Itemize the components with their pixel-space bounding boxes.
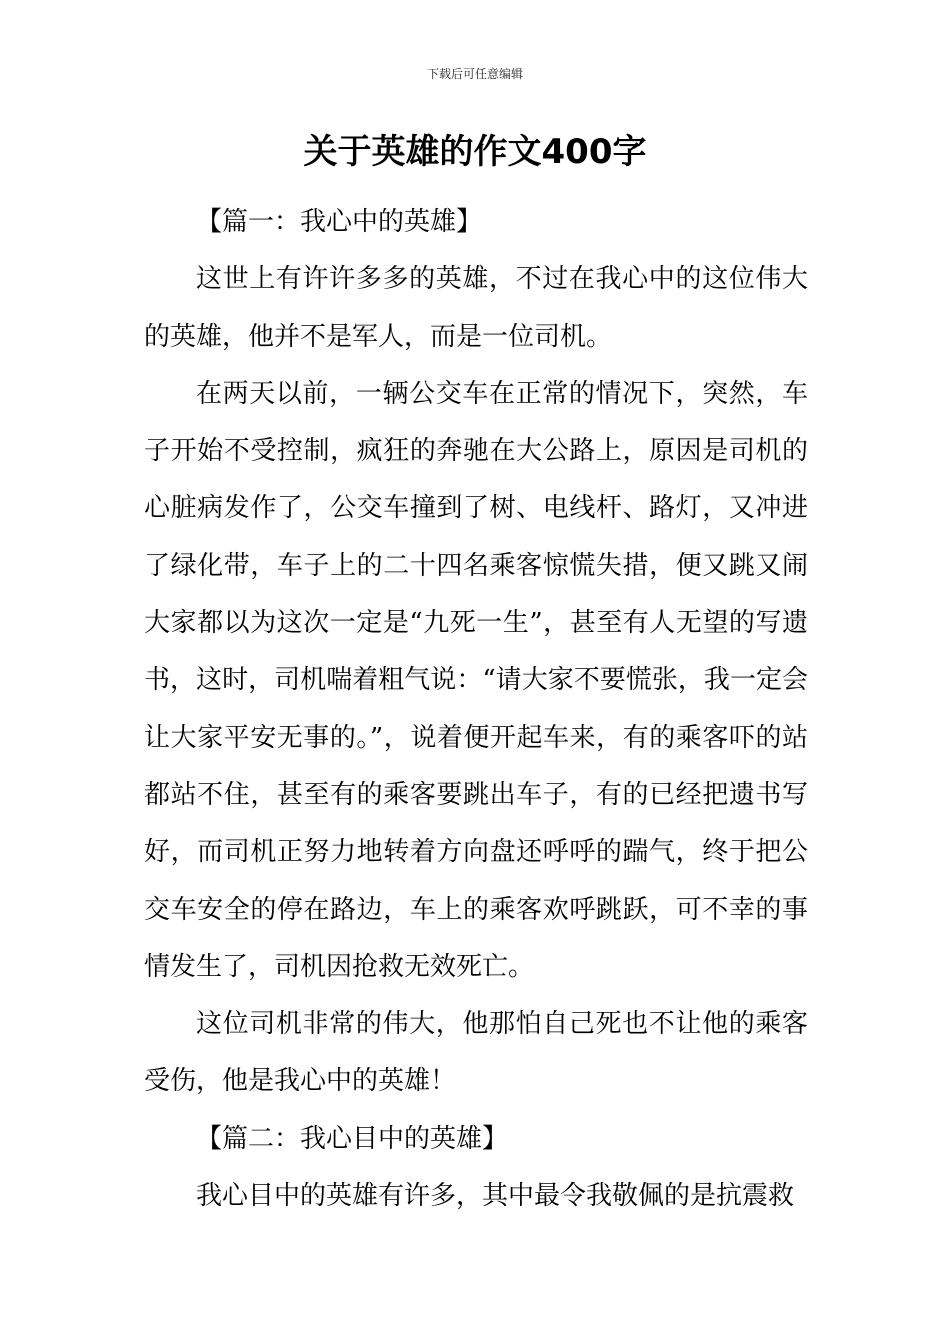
section-heading-2: 【篇二：我心目中的英雄】: [196, 1123, 509, 1154]
document-title: 关于英雄的作文400字: [303, 132, 647, 172]
paragraph: 我心目中的英雄有许多，其中最令我敬佩的是抗震救: [196, 1181, 795, 1212]
document-body: [144, 194, 808, 1225]
section-heading-1: 【篇一：我心中的英雄】: [196, 207, 483, 237]
paragraph: 在两天以前，一辆公交车在正常的情况下，突然，车子开始不受控制，疯狂的奔驰在大公路上，原因是司机的心脏病发作了，公交车撞到了树、电线杆、路灯，又冲进了绿化带，车子上的二十四名乘客惊慌失措，便又跳又闹大家都以为这次一定是“九死一生”，甚至有人无望的写遗书，这时，司机喘着粗气说：“请大家不要慌张，我一定会让大家平安无事的。”，说着便开起车来，有的乘客吓的站都站不住，甚至有的乘客要跳出车子，有的已经把遗书写好，而司机正努力地转着方向盘还呼呼的踹气，终于把公交车安全的停在路边，车上的乘客欢呼跳跃，可不幸的事情发生了，司机因抢救无效死亡。: [144, 378, 808, 982]
paragraph: 这位司机非常的伟大，他那怕自己死也不让他的乘客受伤，他是我心中的英雄！: [144, 1009, 808, 1097]
header-note: 下载后可任意编辑: [426, 67, 523, 81]
paragraph: 这世上有许许多多的英雄，不过在我心中的这位伟大的英雄，他并不是军人，而是一位司机。: [144, 264, 808, 352]
